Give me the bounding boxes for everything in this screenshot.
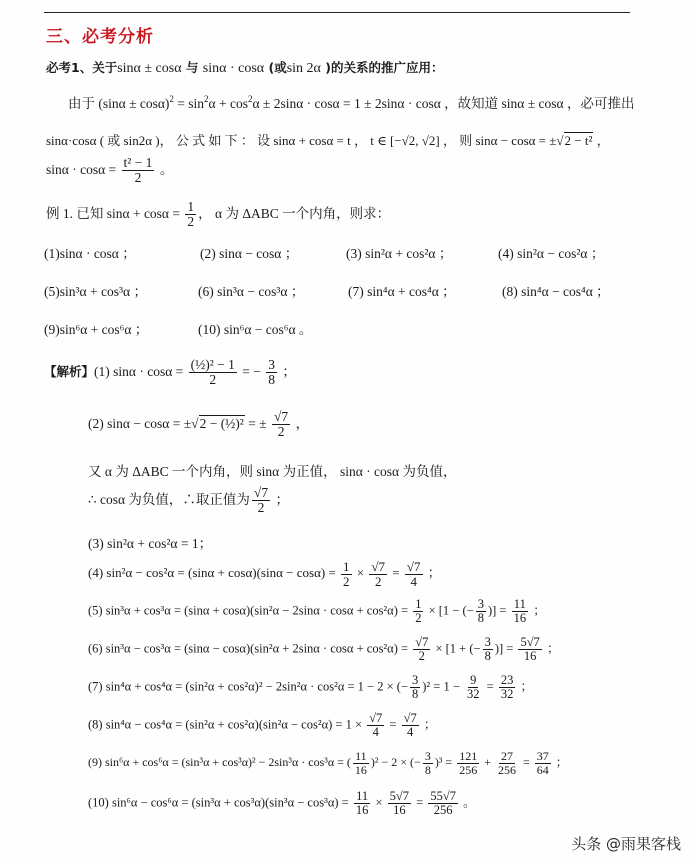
fraction xyxy=(483,636,493,663)
step-text: ； xyxy=(272,491,289,507)
numerator: 11 xyxy=(513,597,526,611)
step-text: )³ = xyxy=(434,754,456,769)
numerator: 37 xyxy=(536,749,549,763)
fraction xyxy=(266,358,277,387)
step-text: (10) sin⁶α − cos⁶α = (sin³α + cos³α)(sin³α − cos³α) = xyxy=(88,795,352,810)
solution-step-2 xyxy=(88,410,309,439)
denominator: 64 xyxy=(536,762,549,777)
step-text: ； xyxy=(530,603,546,618)
top-rule xyxy=(44,12,630,13)
intro-line-2 xyxy=(46,130,610,149)
fraction xyxy=(428,790,458,817)
step-text: ； xyxy=(517,679,533,694)
fraction xyxy=(367,712,384,739)
exponent: 2 xyxy=(204,94,209,104)
denominator: 2 xyxy=(415,611,422,626)
intro-text: sinα·cosα ( 或 sin2α )， 公 式 如 下 ： 设 sinα + cosα = t ， t ∈ [−√2, √2] ， 则 sinα − cosα = ± xyxy=(46,133,557,148)
solution-step-6 xyxy=(88,636,559,663)
step-text: × [1 + (− xyxy=(432,641,481,656)
numerator: 5√7 xyxy=(520,635,540,649)
step-text: (5) sin³α + cos³α = (sinα + cosα)(sin²α − 2sinα · cosα + cos²α) = xyxy=(88,603,412,618)
step-text: × xyxy=(353,565,368,581)
step-text: )] = xyxy=(494,641,517,656)
step-text: ； xyxy=(543,641,560,656)
step-text: + xyxy=(481,754,494,769)
denominator: 16 xyxy=(354,762,367,777)
step-text: 。 xyxy=(459,795,476,810)
step-text: (8) sin⁴α − cos⁴α = (sin²α + cos²α)(sin²α − cos²α) = 1 × xyxy=(88,717,366,732)
step-text: = xyxy=(519,754,533,769)
numerator: √7 xyxy=(371,559,386,574)
fraction xyxy=(423,750,433,776)
denominator: 8 xyxy=(477,611,484,626)
radicand: 2 − (½)² xyxy=(199,415,244,431)
denominator: 8 xyxy=(424,762,431,777)
denominator: 8 xyxy=(268,372,276,388)
example-label: 例 1. 已知 sinα + cosα = xyxy=(46,205,184,221)
example-item-2: (2) sinα − cosα ； xyxy=(200,246,299,261)
fraction xyxy=(518,636,541,663)
denominator: 2 xyxy=(277,424,285,440)
denominator: 2 xyxy=(134,170,142,186)
numerator: √7 xyxy=(274,409,289,424)
subheading-paren: (或 xyxy=(264,60,287,75)
fraction xyxy=(413,598,423,625)
fraction xyxy=(499,674,516,701)
denominator: 32 xyxy=(467,687,480,702)
example-item-10: (10) sin⁶α − cos⁶α 。 xyxy=(198,322,313,337)
intro-text: = sin xyxy=(173,96,205,111)
fraction xyxy=(410,674,420,701)
step-text: (6) sin³α − cos³α = (sinα − cosα)(sin²α + 2sinα · cosα + cos²α) = xyxy=(88,641,412,656)
denominator: 16 xyxy=(523,649,537,664)
exponent: 2 xyxy=(169,94,174,104)
solution-step-7 xyxy=(88,674,533,701)
subheading xyxy=(46,58,443,77)
radicand: 2 − t² xyxy=(564,133,593,148)
denominator: 16 xyxy=(355,803,369,818)
step-text: × [1 − (− xyxy=(425,603,474,618)
numerator: 11 xyxy=(356,789,369,803)
solution-step-9 xyxy=(88,750,568,776)
fraction xyxy=(457,750,479,776)
denominator: 256 xyxy=(497,762,516,777)
step-text: )² − 2 × (− xyxy=(370,754,421,769)
numerator: √7 xyxy=(415,635,429,649)
fraction xyxy=(413,636,430,663)
numerator: 1 xyxy=(343,559,350,574)
fraction xyxy=(369,560,387,588)
denominator: 2 xyxy=(343,573,350,589)
numerator: √7 xyxy=(403,711,417,725)
subheading-prefix: 必考1、关于 xyxy=(46,60,118,75)
step-text: ； xyxy=(552,754,568,769)
solution-step-10 xyxy=(88,790,476,817)
step-text: = xyxy=(389,565,403,581)
step-text: = − xyxy=(238,363,265,379)
numerator: 5√7 xyxy=(389,789,410,803)
fraction xyxy=(341,560,352,588)
denominator: 2 xyxy=(187,214,195,230)
solution-step-3: (3) sin²α + cos²α = 1； xyxy=(88,536,213,551)
denominator: 256 xyxy=(433,803,453,818)
expr-sin-times-cos: sinα · cosα xyxy=(202,61,265,76)
denominator: 256 xyxy=(459,762,478,777)
numerator: (½)² − 1 xyxy=(190,357,235,372)
fraction xyxy=(512,598,529,625)
denominator: 2 xyxy=(257,500,265,516)
numerator: t² − 1 xyxy=(123,155,153,170)
fraction xyxy=(402,712,419,739)
fraction xyxy=(353,750,369,776)
numerator: √7 xyxy=(369,711,383,725)
fraction xyxy=(535,750,551,776)
example-item-8: (8) sin⁴α − cos⁴α ； xyxy=(502,284,610,299)
fraction xyxy=(185,200,196,229)
step-text: (7) sin⁴α + cos⁴α = (sin²α + cos²α)² − 2sin²α · cos²α = 1 − 2 × (− xyxy=(88,679,408,694)
subheading-mid: 与 xyxy=(181,60,203,75)
numerator: 3 xyxy=(268,357,276,372)
denominator: 16 xyxy=(393,803,406,818)
solution-step-4 xyxy=(88,560,441,588)
denominator: 4 xyxy=(410,573,417,589)
solution-label: 【解析】 xyxy=(44,363,95,379)
subheading-suffix: )的关系的推广应用： xyxy=(320,60,444,75)
step-text: ， xyxy=(292,415,310,431)
denominator: 4 xyxy=(372,725,379,740)
solution-step-5 xyxy=(88,598,546,625)
numerator: 1 xyxy=(415,597,422,611)
intro-line-3 xyxy=(46,156,173,185)
expr-sin-pm-cos: sinα ± cosα xyxy=(117,61,182,76)
intro-text: 由于 (sinα ± cosα) xyxy=(68,96,170,111)
intro-text: 。 xyxy=(156,161,174,177)
sqrt-expression: √2 − t² xyxy=(556,133,593,148)
expr-sin2a: sin 2α xyxy=(286,61,321,76)
example-item-6: (6) sin³α − cos³α ； xyxy=(198,284,305,299)
numerator: 3 xyxy=(412,673,419,687)
numerator: √7 xyxy=(253,485,269,500)
fraction xyxy=(496,750,518,776)
denominator: 2 xyxy=(418,649,425,664)
example-item-7: (7) sin⁴α + cos⁴α ； xyxy=(348,284,456,299)
example-item-3: (3) sin²α + cos²α ； xyxy=(346,246,453,261)
denominator: 2 xyxy=(209,372,217,388)
intro-text: ， xyxy=(593,133,610,148)
example-statement xyxy=(46,200,390,229)
numerator: 3 xyxy=(424,749,431,763)
fraction xyxy=(122,156,155,185)
denominator: 4 xyxy=(407,725,414,740)
example-item-4: (4) sin²α − cos²α ； xyxy=(498,246,605,261)
step-text: = ± xyxy=(244,415,271,431)
fraction xyxy=(354,790,371,817)
step-text: (9) sin⁶α + cos⁶α = (sin³α + cos³α)² − 2sin³α · cos³α = ( xyxy=(88,754,351,769)
intro-text: sinα · cosα = xyxy=(46,161,120,177)
step-text: )] = xyxy=(487,603,510,618)
example-item-9: (9)sin⁶α + cos⁶α ； xyxy=(44,322,149,337)
fraction xyxy=(252,486,270,515)
numerator: √7 xyxy=(406,559,421,574)
solution-note-2 xyxy=(88,486,289,515)
sqrt-expression: √2 − (½)² xyxy=(191,415,244,431)
step-text: = xyxy=(386,717,400,732)
step-text: ； xyxy=(424,565,441,581)
denominator: 8 xyxy=(412,687,419,702)
numerator: 23 xyxy=(500,673,514,687)
step-text: )² = 1 − xyxy=(422,679,464,694)
step-text: = xyxy=(483,679,497,694)
numerator: 11 xyxy=(355,749,367,763)
numerator: 121 xyxy=(459,749,478,763)
numerator: 27 xyxy=(500,749,513,763)
step-text: × xyxy=(372,795,386,810)
exponent: 2 xyxy=(247,94,253,104)
fraction xyxy=(272,410,290,439)
step-text: ； xyxy=(279,363,296,379)
section-title: 三、必考分析 xyxy=(46,27,154,47)
numerator: 1 xyxy=(187,199,195,214)
denominator: 2 xyxy=(374,573,382,589)
numerator: 55√7 xyxy=(430,789,456,803)
step-text: (2) sinα − cosα = ± xyxy=(88,415,192,431)
denominator: 32 xyxy=(500,687,514,702)
step-text: ； xyxy=(420,717,437,732)
numerator: 3 xyxy=(477,597,484,611)
example-text: ， α 为 ΔABC 一个内角，则求： xyxy=(198,205,391,221)
fraction xyxy=(189,358,237,387)
fraction xyxy=(476,598,486,625)
solution-step-8 xyxy=(88,712,436,739)
denominator: 16 xyxy=(513,611,527,626)
step-text: (1) sinα · cosα = xyxy=(94,363,187,379)
fraction xyxy=(388,790,411,817)
solution-note-1: 又 α 为 ΔABC 一个内角，则 sinα 为正值， sinα · cosα 为负值， xyxy=(88,464,457,479)
numerator: 9 xyxy=(470,673,477,687)
intro-text: α ± 2sinα · cosα = 1 ± 2sinα · cosα ，故知道 sinα ± cosα ，必可推出 xyxy=(252,96,635,111)
example-item-5: (5)sin³α + cos³α ； xyxy=(44,284,147,299)
step-text: (4) sin²α − cos²α = (sinα + cosα)(sinα − cosα) = xyxy=(88,565,340,581)
fraction xyxy=(405,560,423,588)
intro-text: α + cos xyxy=(208,96,248,111)
fraction xyxy=(465,674,482,701)
watermark: 头条 @雨果客栈 xyxy=(571,835,681,853)
intro-line-1 xyxy=(68,92,634,112)
step-text: = xyxy=(413,795,427,810)
numerator: 3 xyxy=(484,635,491,649)
example-item-1: (1)sinα · cosα ； xyxy=(44,246,136,261)
step-text: ∴ cosα 为负值，∴取正值为 xyxy=(88,491,250,507)
solution-step-1 xyxy=(44,358,296,387)
denominator: 8 xyxy=(484,649,491,664)
